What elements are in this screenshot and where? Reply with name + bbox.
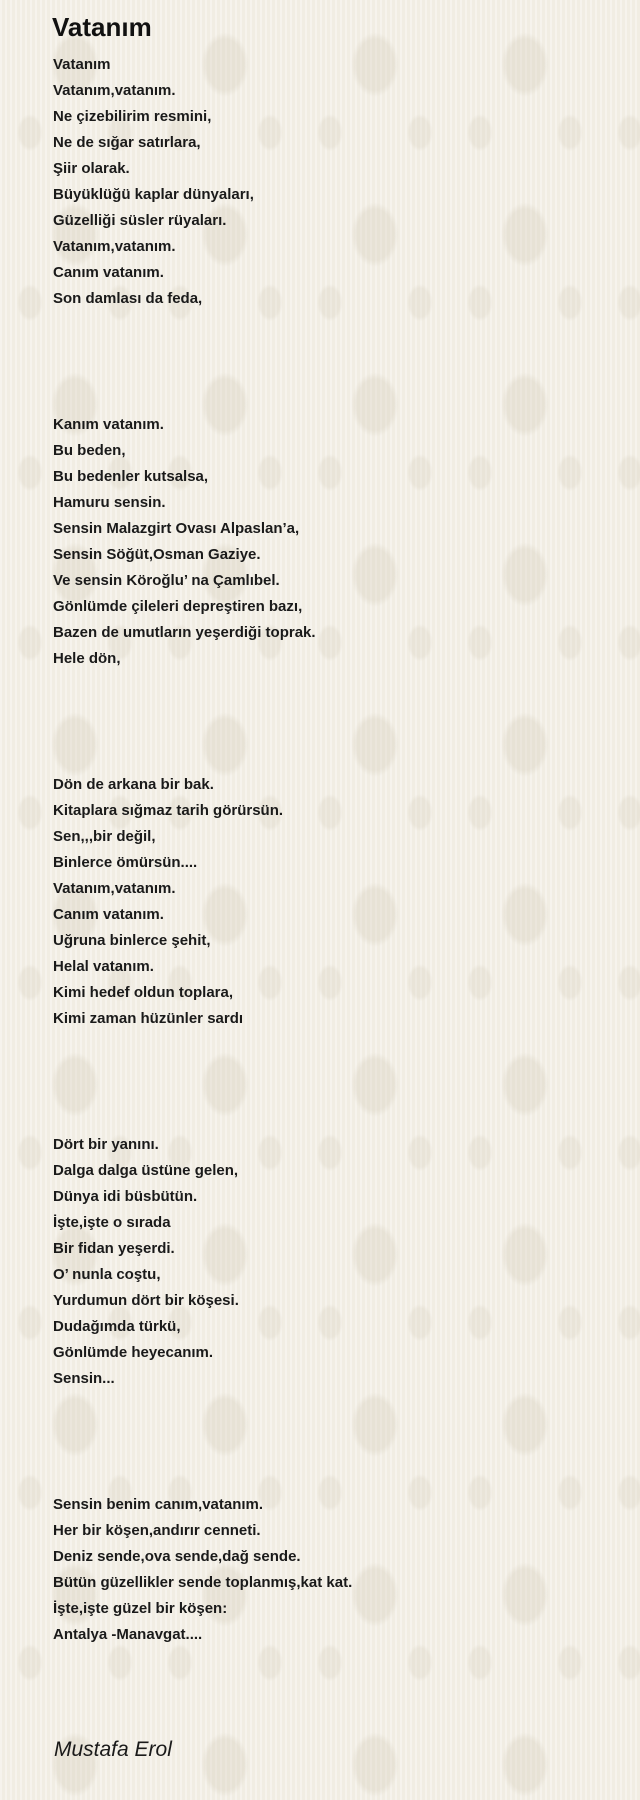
poem-line: Ve sensin Köroğlu’ na Çamlıbel. [53,572,280,589]
poem-line: İşte,işte güzel bir köşen: [53,1600,228,1617]
poem-line: Şiir olarak. [53,160,130,177]
poem-line: Ne çizebilirim resmini, [53,108,212,125]
poem-author: Mustafa Erol [54,1738,172,1761]
poem-line: Dön de arkana bir bak. [53,776,214,793]
poem-line: Uğruna binlerce şehit, [53,932,211,949]
poem-line: Dört bir yanını. [53,1136,159,1153]
poem-body [53,52,613,1648]
poem-line: İşte,işte o sırada [53,1214,171,1231]
poem-line: Bu bedenler kutsalsa, [53,468,209,485]
poem-line: Canım vatanım. [53,264,164,281]
poem-line: Kitaplara sığmaz tarih görürsün. [53,802,284,819]
poem-line: Vatanım,vatanım. [53,238,176,255]
poem-line: Dudağımda türkü, [53,1318,181,1335]
poem-line: O’ nunla coştu, [53,1266,161,1283]
poem-line: Sensin Malazgirt Ovası Alpaslan’a, [53,520,300,537]
poem-line: Bu beden, [53,442,126,459]
poem-line: Vatanım [53,56,111,73]
poem-line: Hele dön, [53,650,121,667]
poem-line: Her bir köşen,andırır cenneti. [53,1522,261,1539]
poem-line: Antalya -Manavgat.... [53,1626,203,1643]
poem-line: Sensin Söğüt,Osman Gaziye. [53,546,261,563]
poem-line: Kimi zaman hüzünler sardı [53,1010,244,1027]
poem-line: Kimi hedef oldun toplara, [53,984,234,1001]
stanza-4 [53,1132,613,1392]
poem-line: Dünya idi büsbütün. [53,1188,198,1205]
poem-line: Ne de sığar satırlara, [53,134,201,151]
poem-line: Hamuru sensin. [53,494,166,511]
poem-line: Vatanım,vatanım. [53,82,176,99]
poem-line: Vatanım,vatanım. [53,880,176,897]
poem-line: Canım vatanım. [53,906,164,923]
poem-line: Kanım vatanım. [53,416,164,433]
stanza-3 [53,772,613,1032]
poem-line: Güzelliği süsler rüyaları. [53,212,227,229]
poem-line: Bütün güzellikler sende toplanmış,kat kat. [53,1574,353,1591]
poem-line: Binlerce ömürsün.... [53,854,198,871]
poem-line: Sensin benim canım,vatanım. [53,1496,264,1513]
poem-line: Bazen de umutların yeşerdiği toprak. [53,624,316,641]
poem-title: Vatanım [52,12,152,42]
poem-line: Sensin... [53,1370,115,1387]
stanza-5 [53,1492,613,1648]
poem-line: Gönlümde çileleri depreştiren bazı, [53,598,303,615]
poem-line: Sen,,,bir değil, [53,828,156,845]
poem-line: Bir fidan yeşerdi. [53,1240,175,1257]
poem-line: Büyüklüğü kaplar dünyaları, [53,186,254,203]
stanza-1 [53,52,613,312]
poem-line: Helal vatanım. [53,958,154,975]
poem-line: Son damlası da feda, [53,290,203,307]
poem-line: Gönlümde heyecanım. [53,1344,214,1361]
poem-line: Dalga dalga üstüne gelen, [53,1162,239,1179]
poem-line: Deniz sende,ova sende,dağ sende. [53,1548,301,1565]
poem-line: Yurdumun dört bir köşesi. [53,1292,239,1309]
stanza-2 [53,412,613,672]
